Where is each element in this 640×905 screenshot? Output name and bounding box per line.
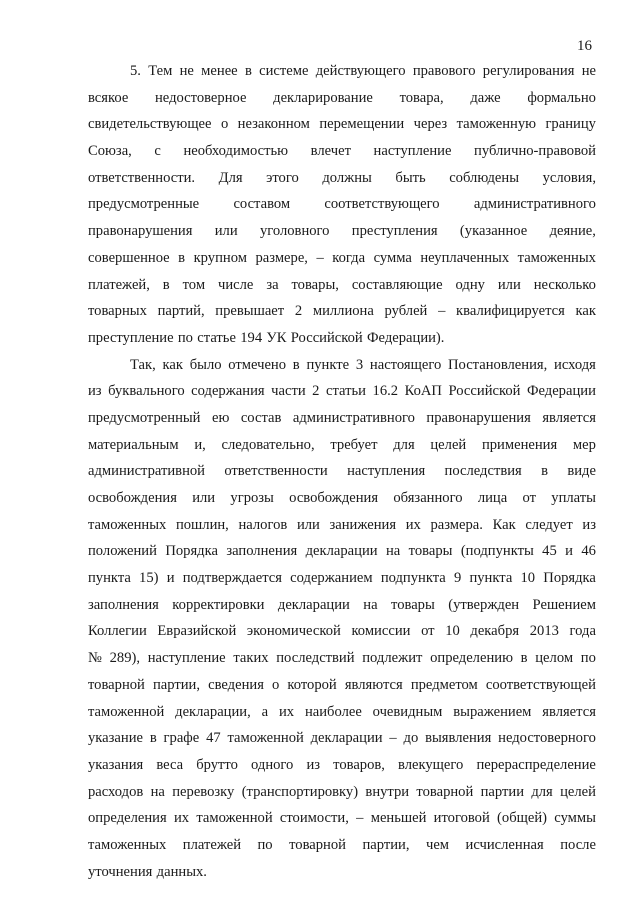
text-line: платежей, в том числе за товары, составляющие одну или несколько: [88, 276, 596, 293]
text-line: преступление по статье 194 УК Российской Федерации).: [88, 329, 445, 346]
text-line: указание в графе 47 таможенной декларации – до выявления недостоверного: [88, 730, 596, 747]
text-line: административной ответственности наступления последствия в виде: [88, 463, 596, 480]
text-line: из буквального содержания части 2 статьи 16.2 КоАП Российской Федерации: [88, 383, 596, 400]
text-line: положений Порядка заполнения декларации на товары (подпункты 45 и 46: [88, 543, 596, 560]
text-line: пункта 15) и подтверждается содержанием подпункта 9 пункта 10 Порядка: [88, 570, 596, 587]
text-line: ответственности. Для этого должны быть соблюдены условия,: [88, 169, 596, 186]
text-line: Так, как было отмечено в пункте 3 настоящего Постановления, исходя: [130, 356, 596, 373]
text-line: таможенных пошлин, налогов или занижения их размера. Как следует из: [88, 516, 596, 533]
text-line: совершенное в крупном размере, – когда сумма неуплаченных таможенных: [88, 249, 596, 266]
text-line: правонарушения или уголовного преступления (указанное деяние,: [88, 223, 596, 240]
text-line: таможенной декларации, а их наиболее очевидным выражением является: [88, 703, 596, 720]
text-line: товарных партий, превышает 2 миллиона рублей – квалифицируется как: [88, 303, 596, 320]
text-line: Коллегии Евразийской экономической комиссии от 10 декабря 2013 года: [88, 623, 596, 640]
text-line: предусмотренный ею состав административного правонарушения является: [88, 409, 596, 426]
text-line: товарной партии, сведения о которой являются предметом соответствующей: [88, 676, 596, 693]
text-line: 5. Тем не менее в системе действующего правового регулирования не: [130, 63, 596, 79]
paragraph: [88, 58, 596, 352]
paragraph: [88, 352, 596, 886]
text-line: таможенных платежей по товарной партии, чем исчисленная после: [88, 836, 596, 853]
text-line: предусмотренные составом соответствующего административного: [88, 196, 596, 213]
text-line: определения их таможенной стоимости, – меньшей итоговой (общей) суммы: [88, 810, 596, 827]
text-line: указания веса брутто одного из товаров, влекущего перераспределение: [88, 756, 596, 773]
text-line: всякое недостоверное декларирование товара, даже формально: [88, 89, 596, 106]
text-line: № 289), наступление таких последствий подлежит определению в целом по: [88, 650, 596, 667]
text-line: свидетельствующее о незаконном перемещении через таможенную границу: [88, 116, 596, 133]
text-line: заполнения корректировки декларации на товары (утвержден Решением: [88, 596, 596, 613]
document-body: [88, 58, 596, 885]
text-line: Союза, с необходимостью влечет наступление публично-правовой: [88, 143, 596, 160]
text-line: материальным и, следовательно, требует для целей применения мер: [88, 436, 596, 453]
page-number: 16: [577, 38, 592, 54]
text-line: расходов на перевозку (транспортировку) внутри товарной партии для целей: [88, 783, 596, 800]
text-line: освобождения или угрозы освобождения обязанного лица от уплаты: [88, 490, 596, 506]
text-line: уточнения данных.: [88, 863, 207, 880]
